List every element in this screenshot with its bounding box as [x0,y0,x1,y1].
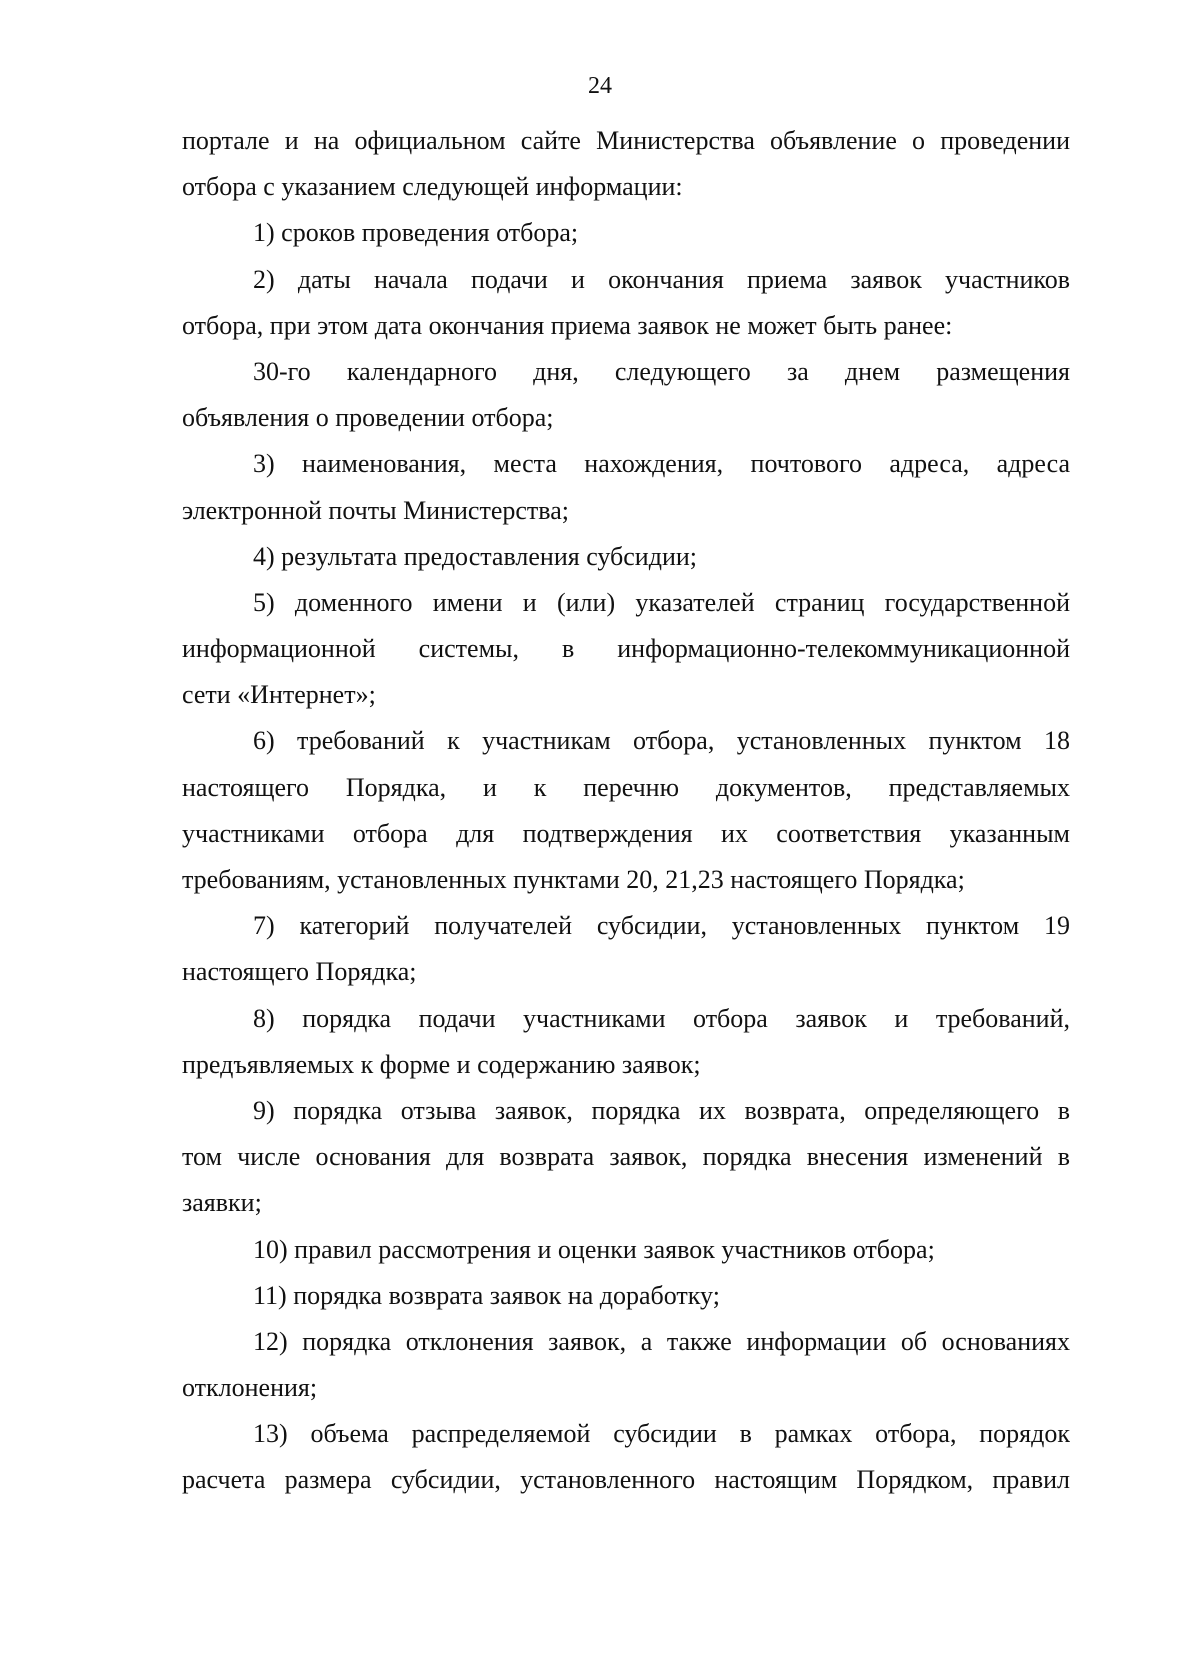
text-line: настоящего Порядка; [182,957,417,987]
text-line: 3) наименования, места нахождения, почтового адреса, адреса [253,449,1070,479]
text-line: объявления о проведении отбора; [182,403,554,433]
text-line: том числе основания для возврата заявок, порядка внесения изменений в [182,1142,1070,1172]
text-line: 5) доменного имени и (или) указателей страниц государственной [253,587,1070,617]
text-line: 1) сроков проведения отбора; [253,218,579,248]
text-line: 11) порядка возврата заявок на доработку; [253,1280,720,1310]
text-line: 13) объема распределяемой субсидии в рамках отбора, порядок [253,1419,1070,1449]
text-line: сети «Интернет»; [182,680,376,710]
text-line: 10) правил рассмотрения и оценки заявок участников отбора; [253,1234,935,1264]
text-line: 9) порядка отзыва заявок, порядка их возврата, определяющего в [253,1095,1070,1125]
text-line: участниками отбора для подтверждения их соответствия указанным [182,818,1070,848]
text-line: отбора с указанием следующей информации: [182,172,683,202]
text-line: 12) порядка отклонения заявок, а также информации об основаниях [253,1326,1070,1356]
text-line: заявки; [182,1188,262,1218]
text-line: настоящего Порядка, и к перечню документов, представляемых [182,772,1070,802]
text-line: отклонения; [182,1373,318,1403]
body-text [182,118,1070,1504]
text-line: 4) результата предоставления субсидии; [253,541,698,571]
text-line: требованиям, установленных пунктами 20, 21,23 настоящего Порядка; [182,865,965,894]
page-number: 24 [588,73,612,99]
text-line: 30-го календарного дня, следующего за днем размещения [253,356,1070,386]
text-line: портале и на официальном сайте Министерства объявление о проведении [182,126,1070,155]
text-line: электронной почты Министерства; [182,495,569,525]
text-line: 2) даты начала подачи и окончания приема заявок участников [253,264,1070,294]
text-line: информационной системы, в информационно-телекоммуникационной [182,634,1070,664]
text-line: 8) порядка подачи участниками отбора заявок и требований, [253,1003,1070,1033]
text-line: предъявляемых к форме и содержанию заявок; [182,1049,701,1079]
text-line: отбора, при этом дата окончания приема заявок не может быть ранее: [182,310,953,340]
text-line: 6) требований к участникам отбора, установленных пунктом 18 [253,726,1070,756]
text-line: 7) категорий получателей субсидии, установленных пунктом 19 [253,911,1070,941]
text-line: расчета размера субсидии, установленного настоящим Порядком, правил [182,1465,1070,1495]
